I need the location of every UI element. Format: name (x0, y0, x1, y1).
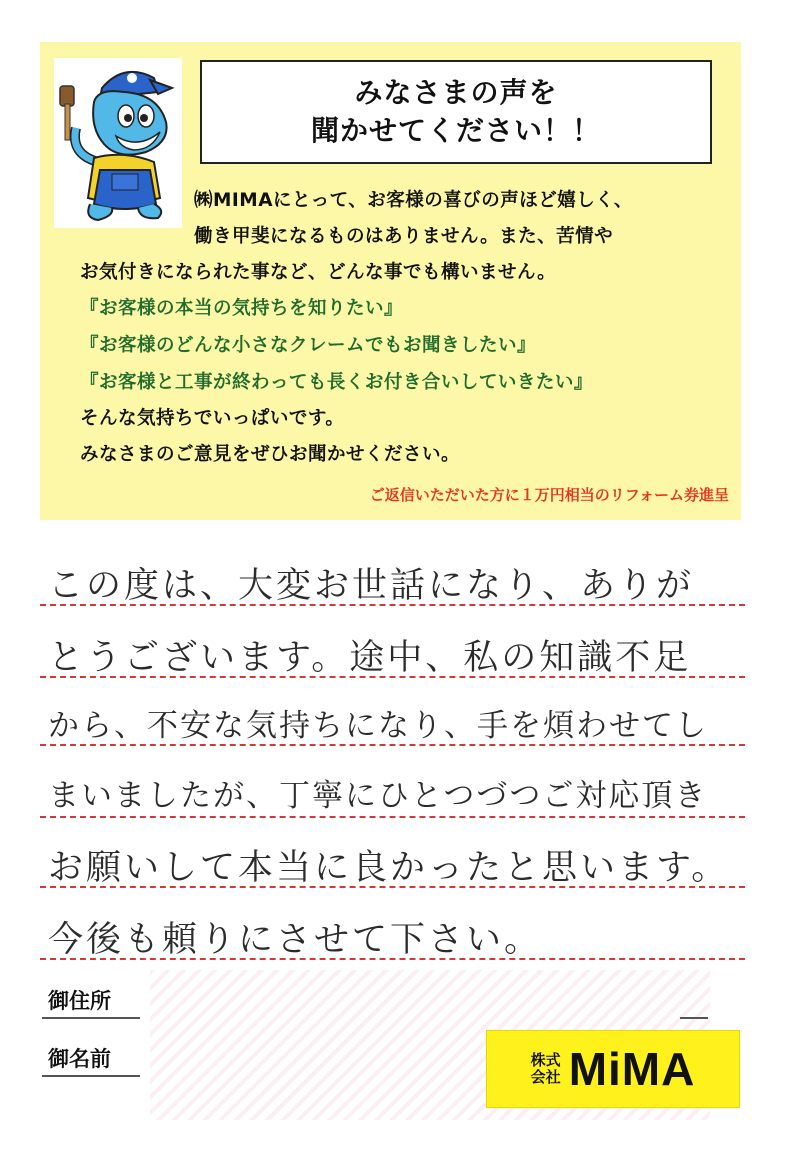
address-line-end (680, 1017, 708, 1019)
handwritten-line: まいましたが、丁寧にひとつづつご対応頂き (48, 778, 708, 814)
mascot-illustration (54, 58, 182, 228)
intro-quote3: 『お客様と工事が終わっても長くお付き合いしていきたい』 (80, 372, 593, 393)
dolphin-mascot-icon (54, 58, 182, 228)
intro-line2: 働き甲斐になるものはありません。また、苦情や (194, 226, 614, 247)
title-box (200, 60, 712, 164)
intro-line3: お気付きになられた事など、どんな事でも構いません。 (80, 262, 557, 283)
name-label: 御名前 (48, 1047, 111, 1071)
handwritten-line: とうございます。途中、私の知識不足 (48, 638, 692, 678)
intro-quote1: 『お客様の本当の気持ちを知りたい』 (80, 298, 404, 319)
handwritten-line: 今後も頼りにさせて下さい。 (48, 920, 543, 960)
logo-company-type (531, 1052, 561, 1086)
logo-kaisha: 会社 (530, 1068, 561, 1086)
intro-line5: みなさまのご意見をぜひお聞かせください。 (80, 444, 461, 465)
page-title-line1: みなさまの声を (354, 76, 558, 109)
page-title-line2: 聞かせてください！！ (310, 114, 601, 147)
handwritten-line: から、不安な気持ちになり、手を煩わせてし (48, 708, 708, 744)
handwritten-line: この度は、大変お世話になり、ありが (48, 566, 695, 606)
intro-quote2: 『お客様のどんな小さなクレームでもお聞きしたい』 (80, 335, 537, 356)
company-logo (486, 1030, 740, 1108)
name-underline (42, 1075, 140, 1077)
intro-line4: そんな気持ちでいっぱいです。 (80, 408, 345, 429)
intro-line1: ㈱MIMAにとって、お客様の喜びの声ほど嬉しく、 (194, 190, 633, 211)
address-underline (42, 1017, 140, 1019)
logo-kabushiki: 株式 (530, 1051, 561, 1069)
writing-rule (40, 816, 745, 818)
logo-wordmark: MiMA (568, 1043, 696, 1095)
offer-text: ご返信いただいた方に１万円相当のリフォーム券進呈 (369, 486, 729, 504)
address-label: 御住所 (48, 989, 111, 1013)
handwritten-line: お願いして本当に良かったと思います。 (48, 848, 730, 888)
